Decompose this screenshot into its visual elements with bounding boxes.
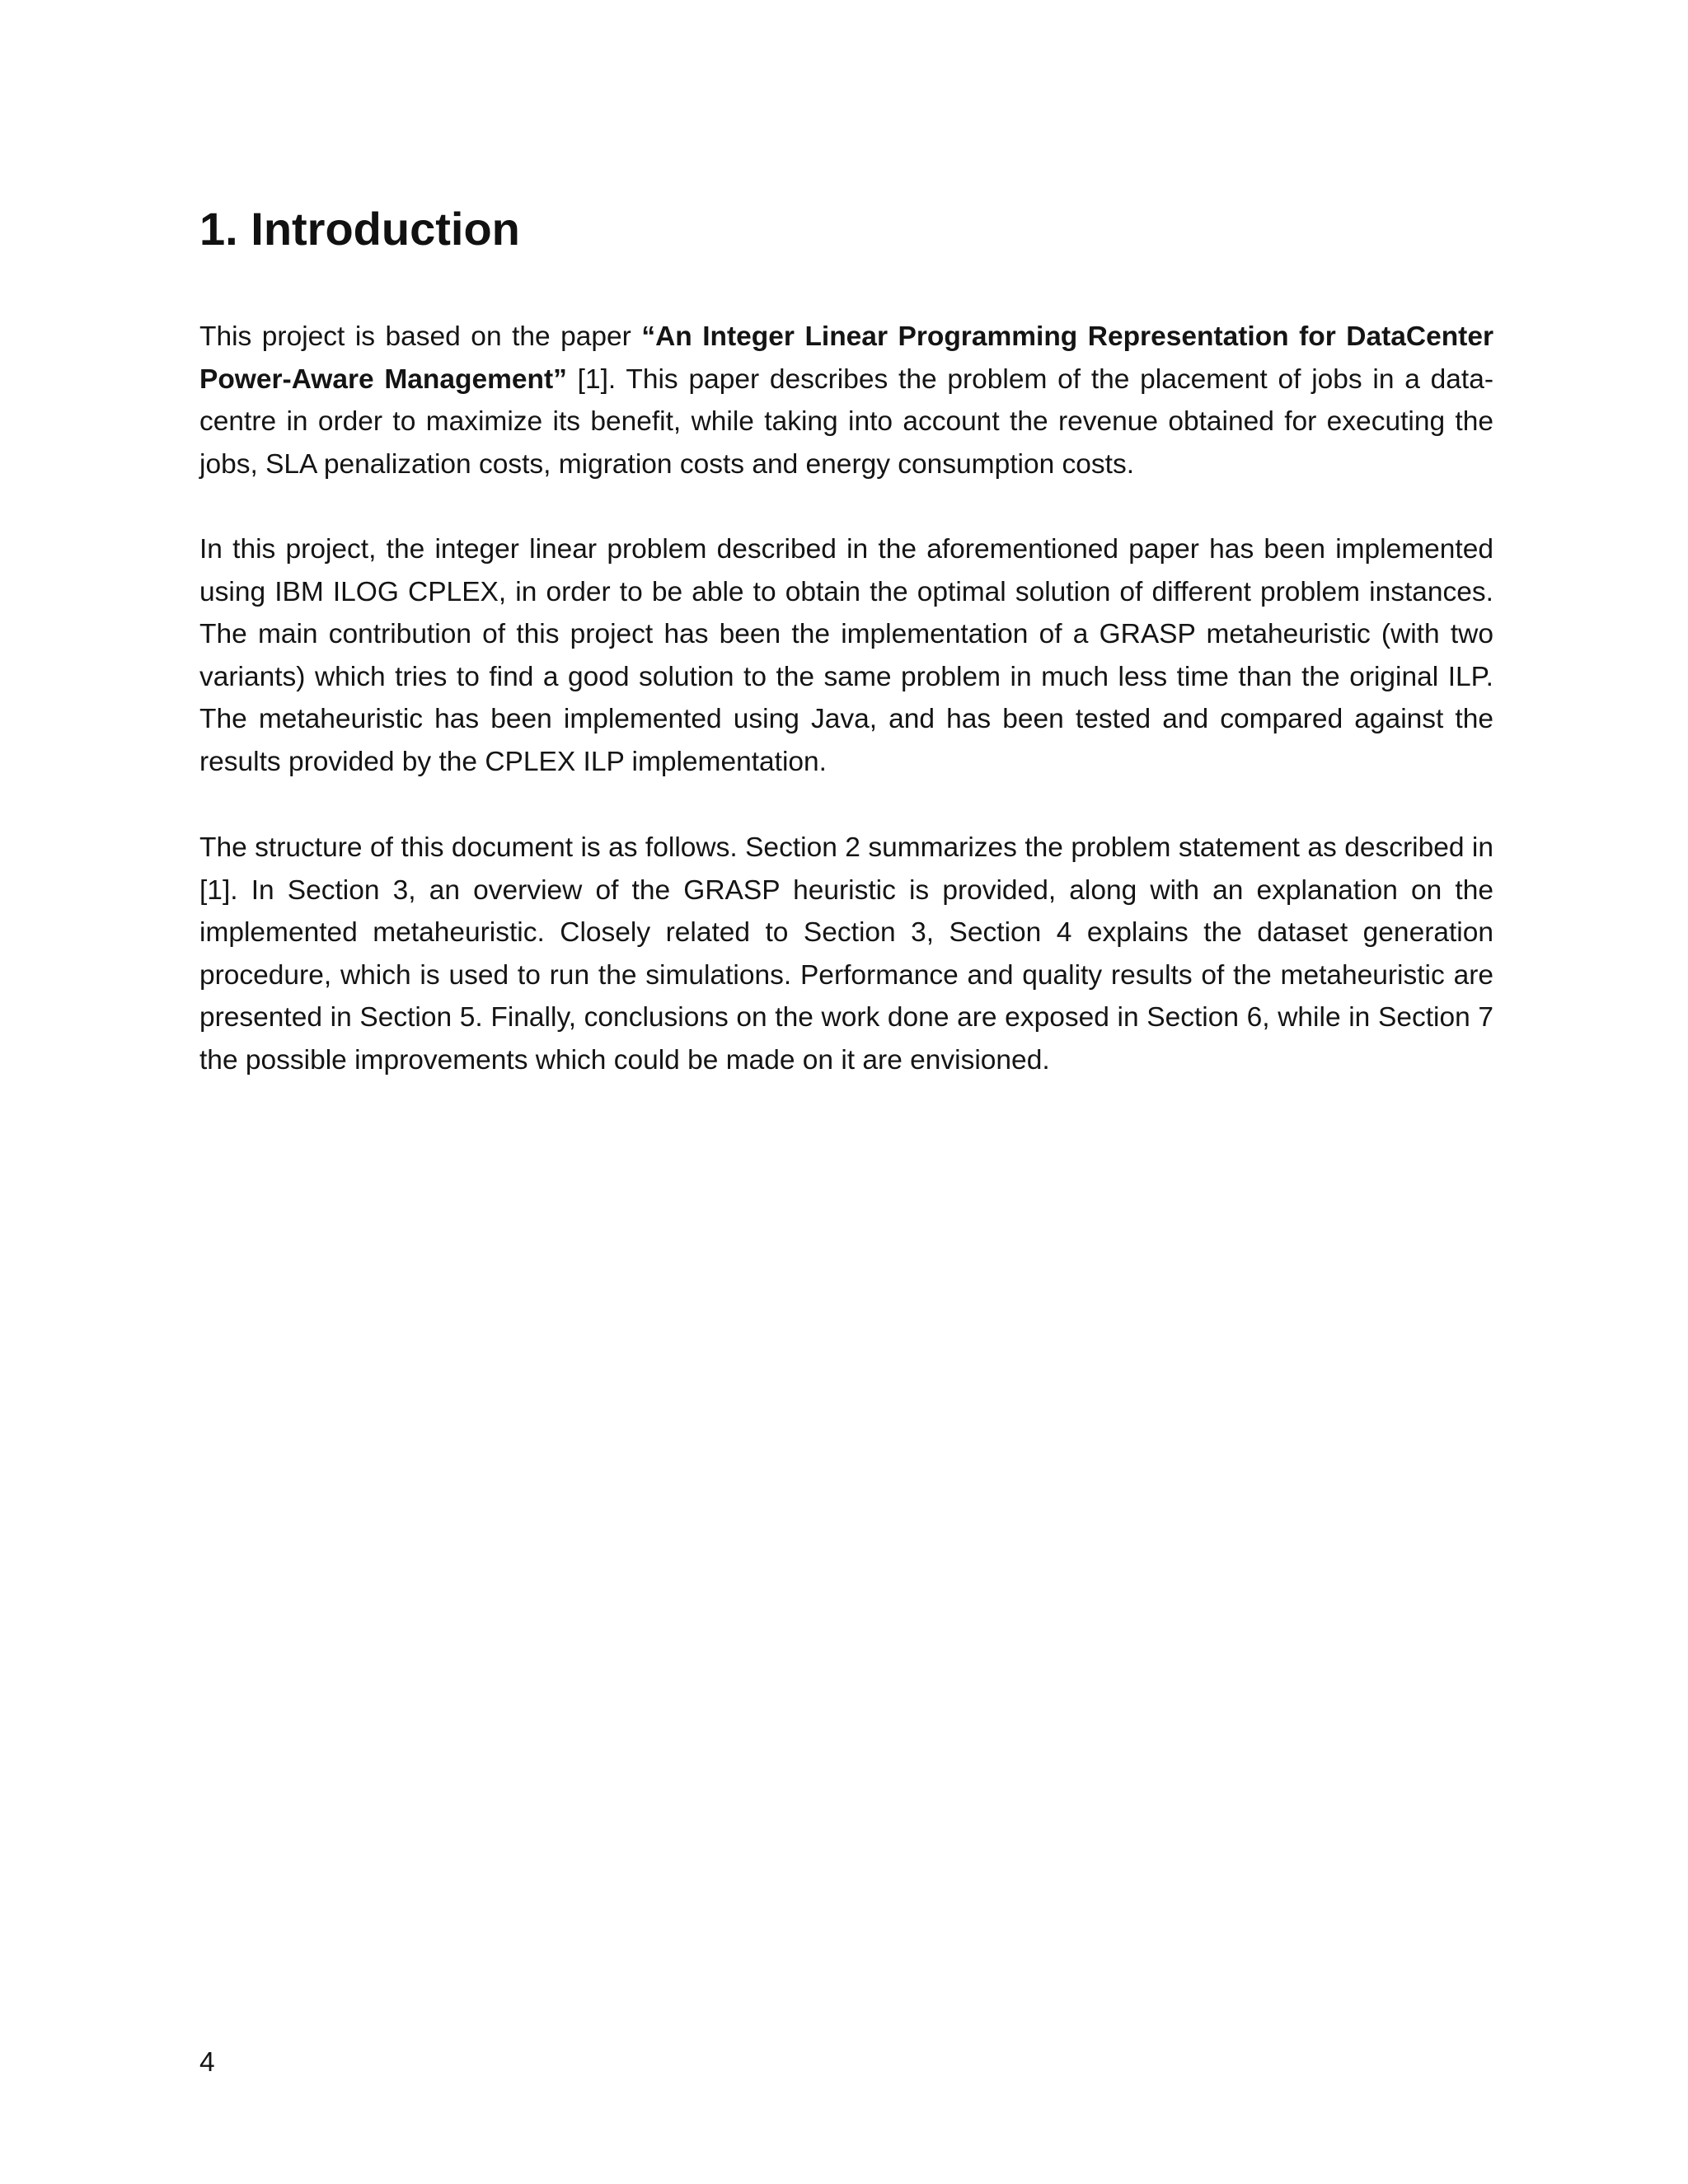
paragraph-intro-lead: This project is based on the paper [199, 321, 642, 352]
paper-title: “An Integer Linear Programming Representation for DataCenter Power-Aware Management” [199, 321, 1493, 395]
paragraph-intro-rest: [1]. This paper describes the problem of the placement of jobs in a data-centre in order to maximize its benefit, while taking into account the revenue obtained for executing the jobs, SLA penalization costs, migration costs and energy consumption costs. [199, 363, 1494, 480]
paragraph-structure: The structure of this document is as follows. Section 2 summarizes the problem statement as described in [1]. In Section 3, an overview of the GRASP heuristic is provided, along with an explanation on the implemented metaheuristic. Closely related to Section 3, Section 4 explains the dataset generation procedure, which is used to run the simulations. Performance and quality results of the metaheuristic are presented in Section 5. Finally, conclusions on the work done are exposed in Section 6, while in Section 7 the possible improvements which could be made on it are envisioned. [199, 832, 1493, 1076]
page-number: 4 [199, 2047, 215, 2078]
section-heading: 1. Introduction [199, 203, 520, 255]
paragraph-implementation: In this project, the integer linear problem described in the aforementioned paper has been implemented using IBM ILOG CPLEX, in order to be able to obtain the optimal solution of different problem instances. The main contribution of this project has been the implementation of a GRASP metaheuristic (with two variants) which tries to find a good solution to the same problem in much less time than the original ILP. The metaheuristic has been implemented using Java, and has been tested and compared against the results provided by the CPLEX ILP implementation. [199, 534, 1493, 777]
paragraph-intro [199, 316, 1493, 485]
